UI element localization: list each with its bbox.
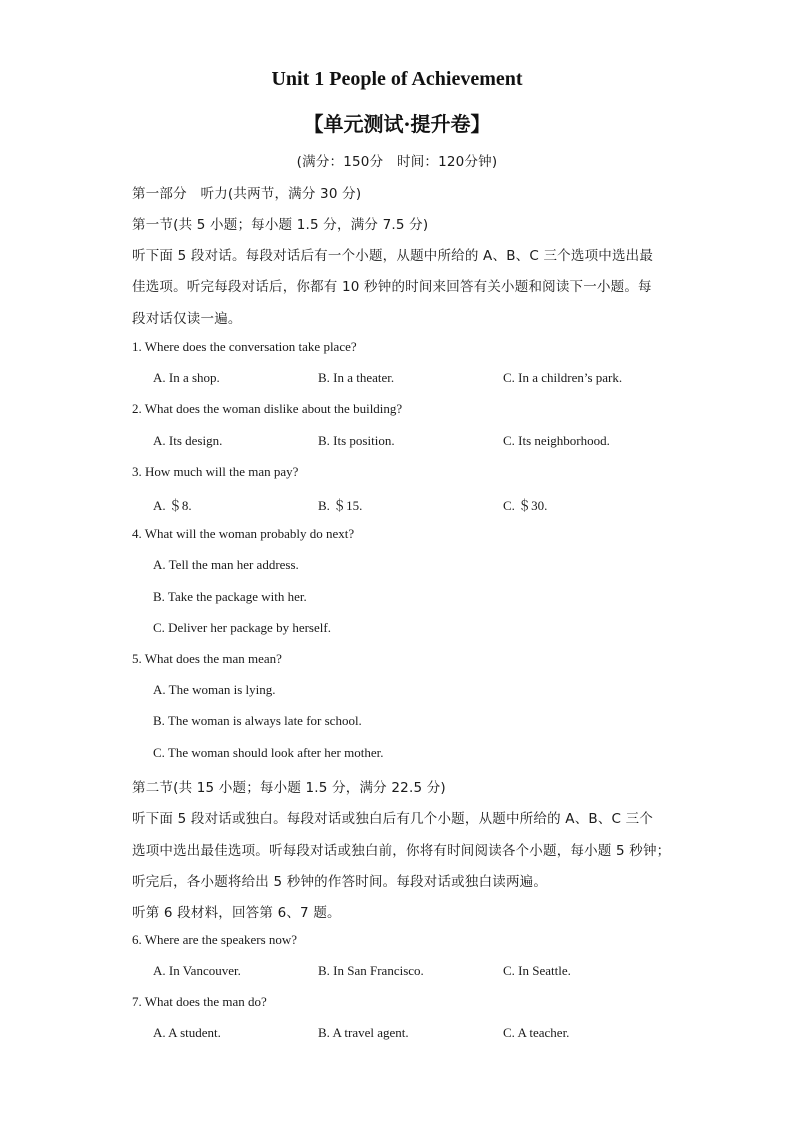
section2-instructions-line: 听下面 5 段对话或独白。每段对话或独白后有几个小题，从题中所给的 A、B、C 三个 [132,811,654,827]
option-a: A. A student. [153,1025,221,1040]
option-a: A. In Vancouver. [153,963,241,978]
option-b: B. Take the package with her. [153,589,307,604]
option-b: B. The woman is always late for school. [153,713,362,728]
option-a: A. The woman is lying. [153,682,276,697]
option-b: B. In San Francisco. [318,963,424,978]
option-b: B. Its position. [318,433,395,448]
option-c: C. In a children’s park. [503,370,623,385]
question-text: 3. How much will the man pay? [132,464,299,479]
question-text: 1. Where does the conversation take place? [132,339,357,354]
option-c: C. Deliver her package by herself. [153,620,331,635]
material-instruction: 听第 6 段材料，回答第 6、7 题。 [132,905,341,921]
option-a: A. Its design. [153,433,223,448]
section1-instructions-line: 佳选项。听完每段对话后，你都有 10 秒钟的时间来回答有关小题和阅读下一小题。每 [132,279,652,295]
question-text: 7. What does the man do? [132,994,267,1009]
option-c: C. The woman should look after her mother. [153,745,384,760]
page-subtitle: 【单元测试·提升卷】 [303,112,491,136]
score-time-info: (满分：150分 时间：120分钟) [296,154,498,170]
option-c: C. A teacher. [503,1025,570,1040]
option-a: A. In a shop. [153,370,220,385]
question-text: 4. What will the woman probably do next? [132,526,355,541]
option-a: A. ＄8. [153,498,192,513]
option-c: C. Its neighborhood. [503,433,610,448]
option-a: A. Tell the man her address. [153,557,299,572]
section2-instructions-line: 听完后，各小题将给出 5 秒钟的作答时间。每段对话或独白读两遍。 [132,874,548,890]
option-b: B. A travel agent. [318,1025,409,1040]
section1-instructions-line: 段对话仅读一遍。 [132,311,242,327]
question-text: 5. What does the man mean? [132,651,282,666]
option-b: B. In a theater. [318,370,395,385]
section2-instructions-line: 选项中选出最佳选项。听每段对话或独白前，你将有时间阅读各个小题，每小题 5 秒钟； [132,843,671,859]
page-title: Unit 1 People of Achievement [271,68,523,90]
option-b: B. ＄15. [318,498,363,513]
question-text: 2. What does the woman dislike about the building? [132,401,403,416]
section2-heading: 第二节(共 15 小题；每小题 1.5 分，满分 22.5 分) [132,780,446,796]
option-c: C. In Seattle. [503,963,571,978]
question-text: 6. Where are the speakers now? [132,932,298,947]
part1-heading: 第一部分 听力(共两节，满分 30 分) [132,186,362,202]
option-c: C. ＄30. [503,498,548,513]
section1-heading: 第一节(共 5 小题；每小题 1.5 分，满分 7.5 分) [132,217,429,233]
section1-instructions-line: 听下面 5 段对话。每段对话后有一个小题，从题中所给的 A、B、C 三个选项中选出最 [132,248,654,264]
